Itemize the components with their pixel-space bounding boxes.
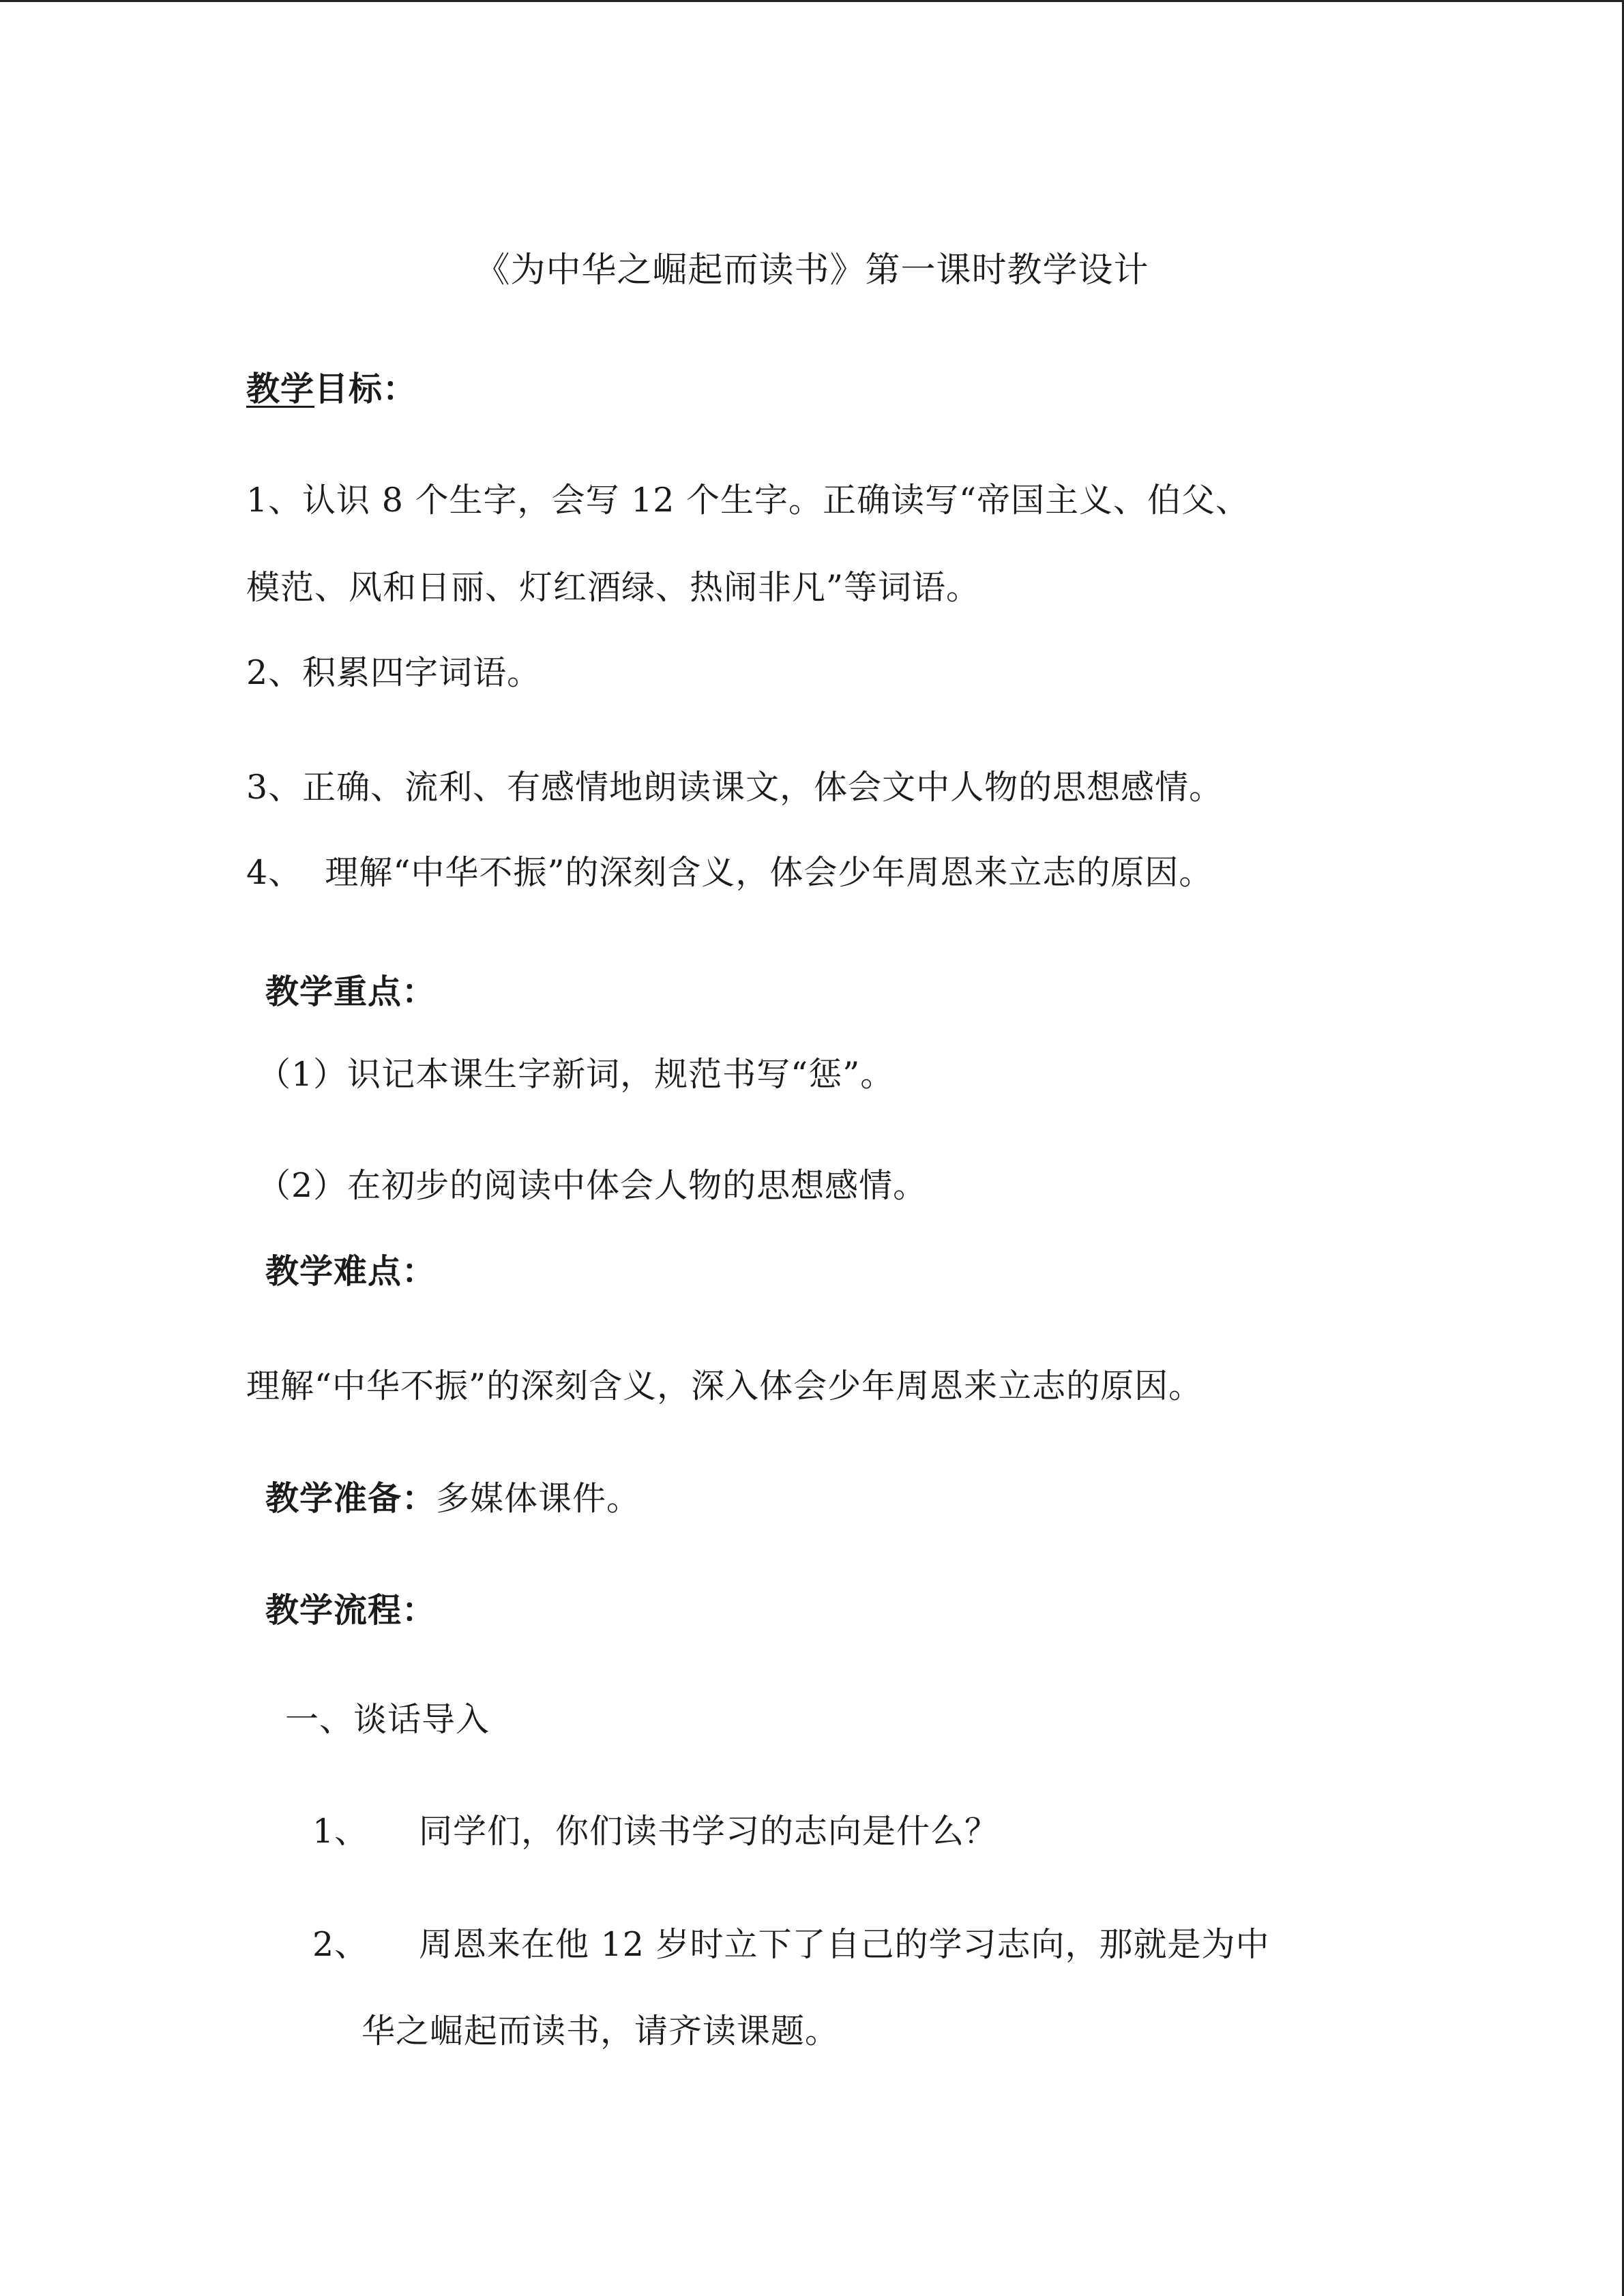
document-title: 《为中华之崛起而读书》第一课时教学设计	[475, 250, 1149, 290]
process-heading: 教学流程：	[265, 1590, 437, 1630]
key-points-heading: 教学重点：	[265, 972, 437, 1011]
objectives-heading	[246, 368, 417, 409]
difficulties-heading: 教学难点：	[265, 1251, 437, 1291]
key-point-item-2: （2）在初步的阅读中体会人物的思想感情。	[257, 1166, 928, 1205]
preparation-value: 多媒体课件。	[436, 1479, 641, 1518]
preparation-line	[265, 1478, 640, 1519]
key-point-item-1: （1）识记本课生字新词，规范书写“惩”。	[257, 1055, 895, 1094]
objectives-heading-underlined: 教学	[246, 369, 315, 408]
objective-item-1-line-1: 1、认识 8 个生字，会写 12 个生字。正确读写“帝国主义、伯父、	[246, 481, 1250, 520]
objective-item-1-line-2: 模范、风和日丽、灯红酒绿、热闹非凡”等词语。	[246, 568, 981, 607]
preparation-label: 教学准备：	[265, 1478, 437, 1518]
process-step-2-text-line-1: 周恩来在他 12 岁时立下了自己的学习志向，那就是为中	[419, 1925, 1270, 1964]
process-section-1: 一、谈话导入	[285, 1700, 490, 1739]
difficulties-text: 理解“中华不振”的深刻含义，深入体会少年周恩来立志的原因。	[246, 1367, 1203, 1405]
objective-item-3: 3、正确、流利、有感情地朗读课文，体会文中人物的思想感情。	[246, 768, 1224, 807]
process-step-1-text: 同学们，你们读书学习的志向是什么？	[419, 1812, 999, 1851]
process-step-1-number: 1、	[312, 1812, 369, 1851]
objective-item-4: 4、 理解“中华不振”的深刻含义，体会少年周恩来立志的原因。	[246, 853, 1213, 892]
process-step-2-text-line-2: 华之崛起而读书，请齐读课题。	[361, 2012, 840, 2051]
page-border-top	[0, 0, 1624, 2]
process-step-2-number: 2、	[312, 1925, 369, 1964]
objective-item-2: 2、积累四字词语。	[246, 653, 542, 692]
objectives-heading-rest: 目标：	[314, 369, 417, 408]
